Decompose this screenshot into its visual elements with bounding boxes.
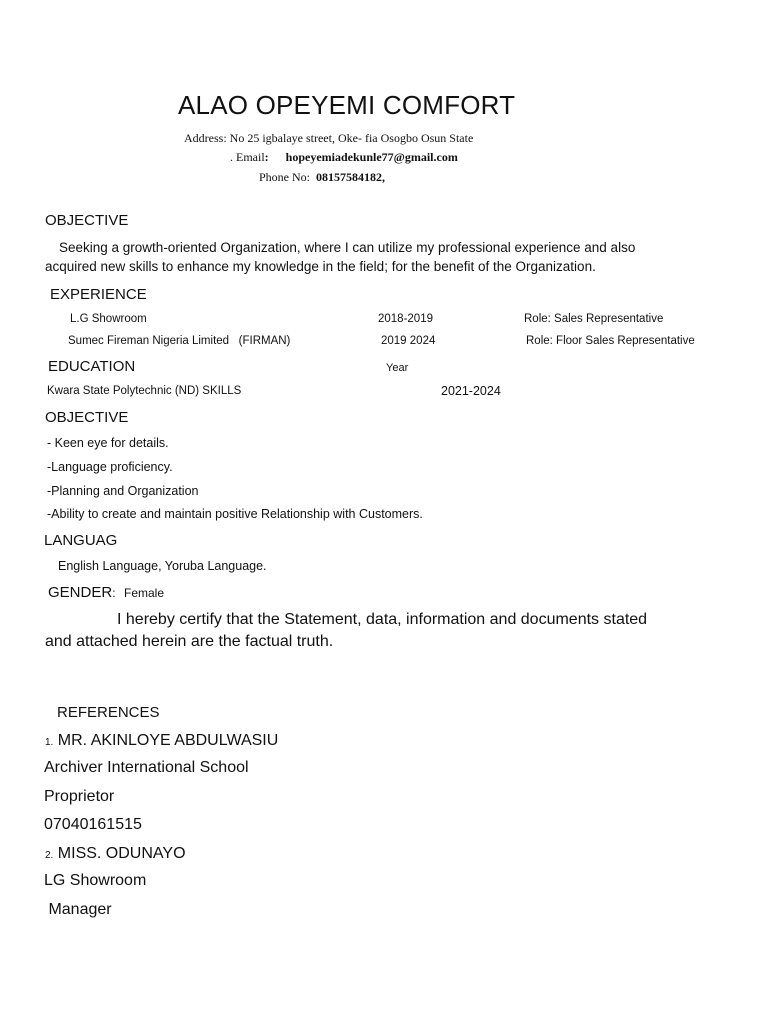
reference-position: Manager: [44, 901, 112, 918]
experience-years: 2019 2024: [381, 335, 436, 347]
skill-item: -Language proficiency.: [47, 460, 173, 474]
experience-role: Role: Floor Sales Representative: [526, 335, 695, 347]
email-value: hopeyemiadekunle77@gmail.com: [285, 150, 458, 164]
gender-line: [48, 584, 164, 602]
reference-name-line: [45, 845, 186, 863]
education-year-label: Year: [386, 362, 409, 374]
skill-item: -Ability to create and maintain positive Relationship with Customers.: [47, 507, 423, 521]
certification-line-1: I hereby certify that the Statement, data, information and documents stated: [117, 611, 648, 628]
reference-name-line: [45, 732, 278, 750]
experience-role: Role: Sales Representative: [524, 313, 664, 325]
phone-line: [259, 170, 385, 185]
skills-heading: OBJECTIVE: [45, 409, 129, 426]
language-value: English Language, Yoruba Language.: [58, 559, 267, 573]
email-line: [230, 150, 458, 165]
reference-organization: Archiver International School: [44, 759, 249, 776]
reference-number: 1.: [45, 737, 54, 748]
experience-years: 2018-2019: [378, 313, 433, 325]
phone-label: Phone No:: [259, 170, 310, 184]
gender-label: GENDER: [48, 584, 113, 601]
reference-phone: 07040161515: [44, 816, 142, 833]
education-institution: Kwara State Polytechnic (ND) SKILLS: [47, 385, 242, 397]
language-heading: LANGUAG: [44, 532, 118, 549]
address-line: Address: No 25 igbalaye street, Oke- fia Osogbo Osun State: [184, 131, 474, 145]
gender-colon: :: [112, 586, 116, 600]
education-heading: EDUCATION: [48, 358, 136, 375]
reference-organization: LG Showroom: [44, 872, 147, 889]
email-colon: :: [264, 150, 269, 164]
phone-value: 08157584182,: [316, 170, 385, 184]
skill-item: -Planning and Organization: [47, 484, 199, 498]
gender-value: Female: [123, 586, 164, 600]
reference-number: 2.: [45, 850, 54, 861]
skill-item: - Keen eye for details.: [47, 436, 169, 450]
candidate-name: ALAO OPEYEMI COMFORT: [178, 90, 516, 120]
objective-text-line-2: acquired new skills to enhance my knowledge in the field; for the benefit of the Organization.: [45, 259, 596, 274]
email-label: . Email: [230, 150, 265, 164]
reference-position: Proprietor: [44, 788, 115, 805]
experience-heading: EXPERIENCE: [50, 286, 147, 303]
objective-heading: OBJECTIVE: [45, 212, 129, 229]
reference-name: MR. AKINLOYE ABDULWASIU: [57, 732, 279, 749]
certification-line-2: and attached herein are the factual truth.: [45, 633, 334, 650]
experience-company: Sumec Fireman Nigeria Limited (FIRMAN): [68, 335, 291, 347]
experience-company: L.G Showroom: [70, 313, 147, 325]
reference-name: MISS. ODUNAYO: [57, 845, 186, 862]
education-years: 2021-2024: [441, 384, 501, 398]
references-heading: REFERENCES: [57, 704, 160, 721]
objective-text-line-1: Seeking a growth-oriented Organization, where I can utilize my professional experience and also: [59, 240, 636, 255]
